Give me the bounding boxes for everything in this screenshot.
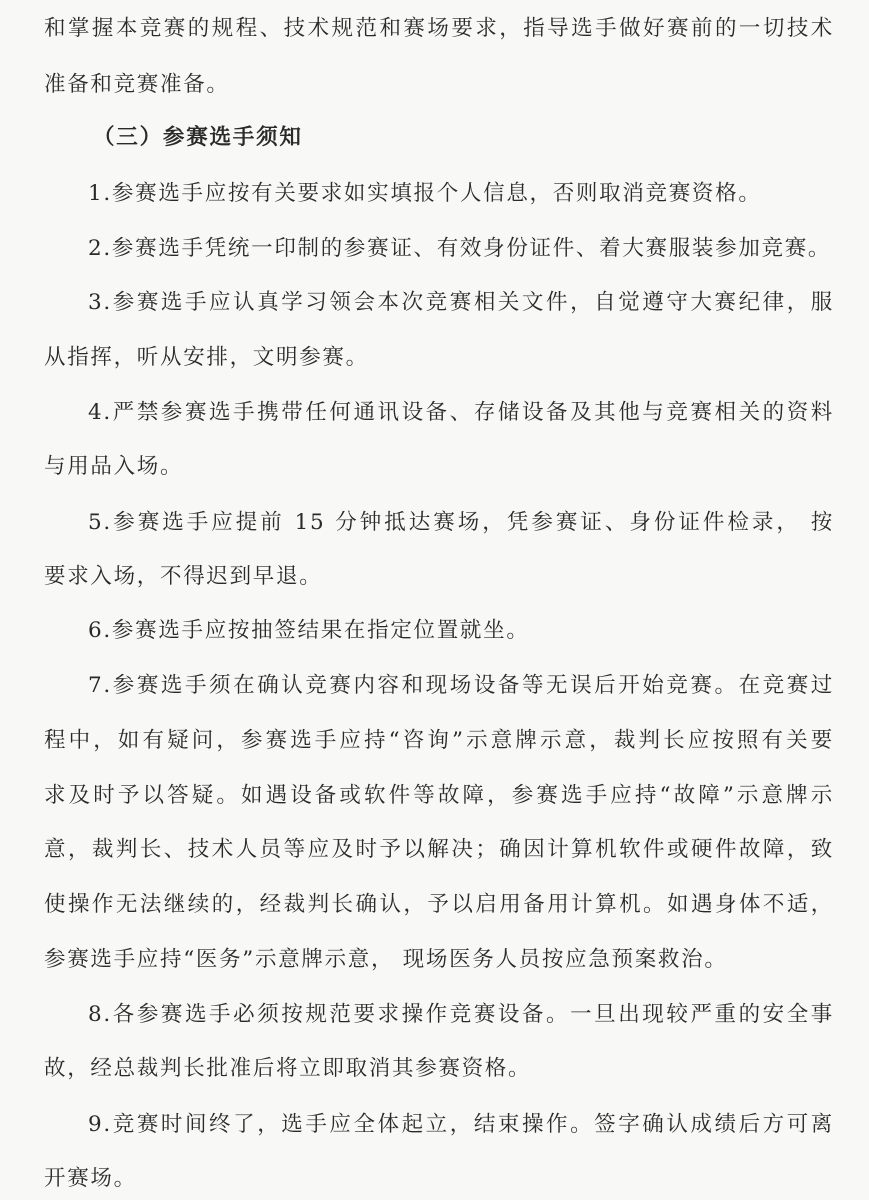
item-1-line-1: 1.参赛选手应按有关要求如实填报个人信息，否则取消竞赛资格。 [88,181,762,206]
intro-line-1: 和掌握本竞赛的规程、技术规范和赛场要求，指导选手做好赛前的一切技术 [44,16,834,41]
item-3-line-2: 从指挥，听从安排，文明参赛。 [44,345,369,370]
item-4-line-1: 4.严禁参赛选手携带任何通讯设备、存储设备及其他与竞赛相关的资料 [88,400,834,425]
item-7-line-6: 参赛选手应持“医务”示意牌示意， 现场医务人员按应急预案救治。 [44,947,728,972]
item-7-line-3: 求及时予以答疑。如遇设备或软件等故障，参赛选手应持“故障”示意牌示 [44,783,834,808]
item-7-line-1: 7.参赛选手须在确认竞赛内容和现场设备等无误后开始竞赛。在竞赛过 [88,673,834,698]
item-9-line-1: 9.竞赛时间终了，选手应全体起立，结束操作。签字确认成绩后方可离 [88,1112,834,1137]
item-5-line-2: 要求入场，不得迟到早退。 [44,564,323,589]
item-4-line-2: 与用品入场。 [44,454,184,479]
item-2-line-1: 2.参赛选手凭统一印制的参赛证、有效身份证件、着大赛服装参加竞赛。 [88,236,832,261]
section-heading: （三）参赛选手须知 [93,125,303,150]
item-8-line-2: 故，经总裁判长批准后将立即取消其参赛资格。 [44,1056,532,1081]
item-8-line-1: 8.各参赛选手必须按规范要求操作竞赛设备。一旦出现较严重的安全事 [88,1002,834,1027]
intro-line-2: 准备和竞赛准备。 [44,72,230,97]
item-7-line-4: 意，裁判长、技术人员等应及时予以解决；确因计算机软件或硬件故障，致 [44,837,834,862]
item-3-line-1: 3.参赛选手应认真学习领会本次竞赛相关文件，自觉遵守大赛纪律，服 [88,290,834,315]
item-7-line-2: 程中，如有疑问，参赛选手应持“咨询”示意牌示意，裁判长应按照有关要 [44,728,834,753]
item-7-line-5: 使操作无法继续的，经裁判长确认，予以启用备用计算机。如遇身体不适， [44,892,834,917]
item-5-line-1: 5.参赛选手应提前 15 分钟抵达赛场，凭参赛证、身份证件检录， 按 [88,510,834,535]
item-9-line-2: 开赛场。 [44,1166,137,1191]
item-6-line-1: 6.参赛选手应按抽签结果在指定位置就坐。 [88,618,530,643]
